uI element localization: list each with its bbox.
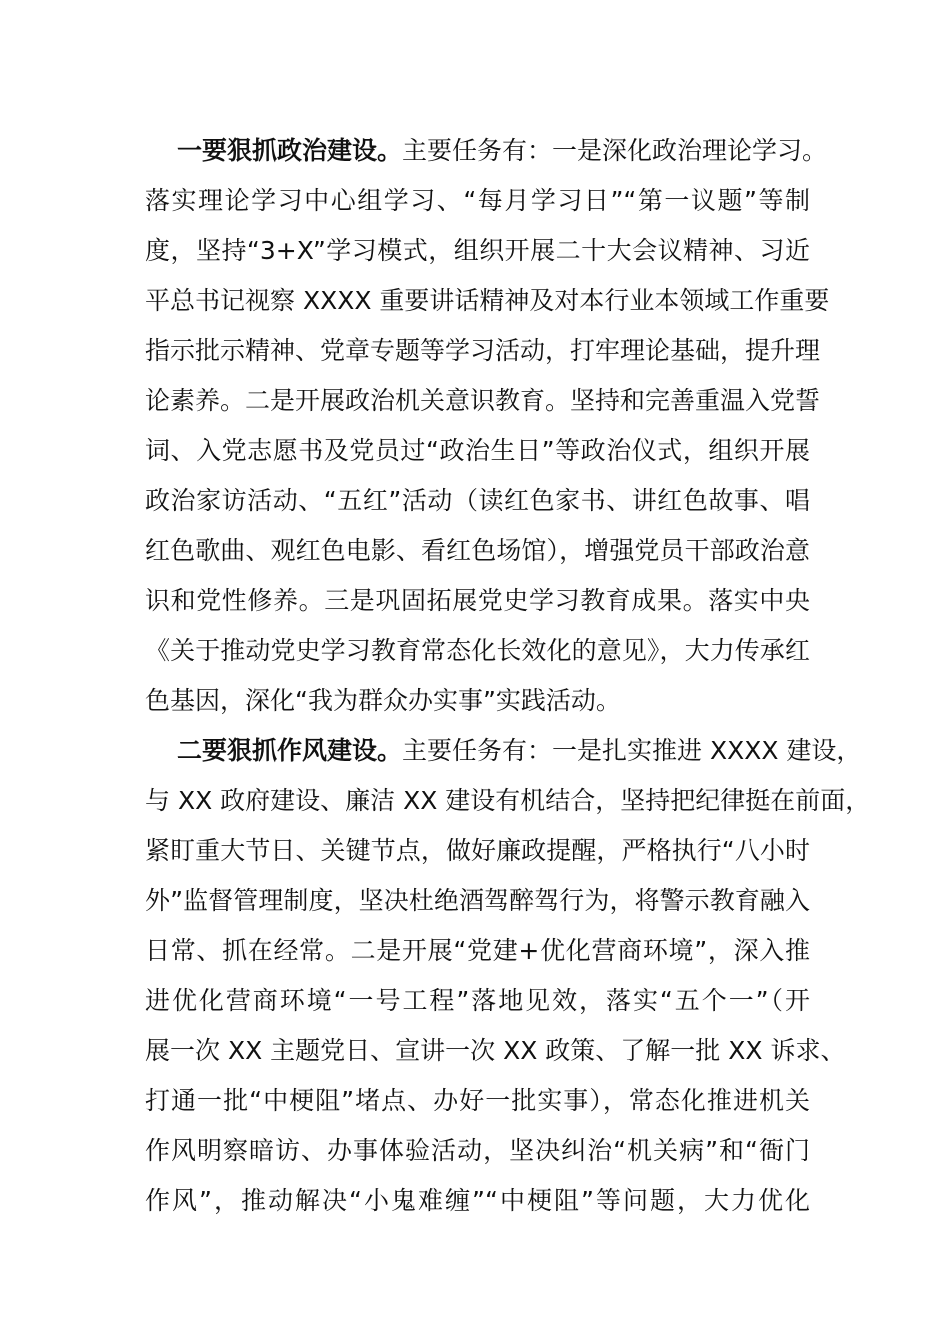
- paragraph-line: 展一次 XX 主题党日、宣讲一次 XX 政策、了解一批 XX 诉求、: [145, 1036, 846, 1065]
- paragraph-line: [145, 726, 862, 776]
- paragraph-political-construction: [145, 126, 830, 726]
- paragraph-line: 度，坚持“3+X”学习模式，组织开展二十大会议精神、习近: [145, 236, 810, 265]
- paragraph-line: 与 XX 政府建设、廉洁 XX 建设有机结合，坚持把纪律挺在前面，: [145, 786, 871, 815]
- paragraph-work-style-construction: [145, 726, 871, 1226]
- paragraph-line: 《关于推动党史学习教育常态化长效化的意见》，大力传承红: [145, 636, 810, 665]
- document-body: [145, 126, 871, 1226]
- paragraph-lead-heading: 一要狠抓政治建设。: [177, 136, 403, 165]
- paragraph-line: 平总书记视察 XXXX 重要讲话精神及对本行业本领域工作重要: [145, 286, 830, 315]
- paragraph-line: 打通一批“中梗阻”堵点、办好一批实事），常态化推进机关: [145, 1086, 810, 1115]
- paragraph-line: 紧盯重大节日、关键节点，做好廉政提醒，严格执行“八小时: [145, 836, 810, 865]
- paragraph-line: 色基因，深化“我为群众办实事”实践活动。: [145, 686, 621, 715]
- paragraph-line: 指示批示精神、党章专题等学习活动，打牢理论基础，提升理: [145, 336, 821, 365]
- line-text: 主要任务有：一是深化政治理论学习。: [402, 136, 828, 165]
- paragraph-line: 作风”，推动解决“小鬼难缠”“中梗阻”等问题，大力优化: [145, 1186, 810, 1215]
- paragraph-line: 政治家访活动、“五红”活动（读红色家书、讲红色故事、唱: [145, 486, 810, 515]
- paragraph-lead-heading: 二要狠抓作风建设。: [177, 736, 403, 765]
- paragraph-line: 红色歌曲、观红色电影、看红色场馆），增强党员干部政治意: [145, 536, 810, 565]
- paragraph-line: 识和党性修养。三是巩固拓展党史学习教育成果。落实中央: [145, 586, 810, 615]
- paragraph-line: [145, 126, 828, 176]
- paragraph-line: 外”监督管理制度，坚决杜绝酒驾醉驾行为，将警示教育融入: [145, 886, 810, 915]
- paragraph-line: 论素养。二是开展政治机关意识教育。坚持和完善重温入党誓: [145, 386, 821, 415]
- line-text: 主要任务有：一是扎实推进 XXXX 建设，: [402, 736, 862, 765]
- paragraph-line: 词、入党志愿书及党员过“政治生日”等政治仪式，组织开展: [145, 436, 810, 465]
- paragraph-line: 进优化营商环境“一号工程”落地见效，落实“五个一”（开: [145, 986, 810, 1015]
- paragraph-line: 日常、抓在经常。二是开展“党建+优化营商环境”，深入推: [145, 936, 810, 965]
- paragraph-line: 落实理论学习中心组学习、“每月学习日”“第一议题”等制: [145, 186, 810, 215]
- paragraph-line: 作风明察暗访、办事体验活动，坚决纠治“机关病”和“衙门: [145, 1136, 810, 1165]
